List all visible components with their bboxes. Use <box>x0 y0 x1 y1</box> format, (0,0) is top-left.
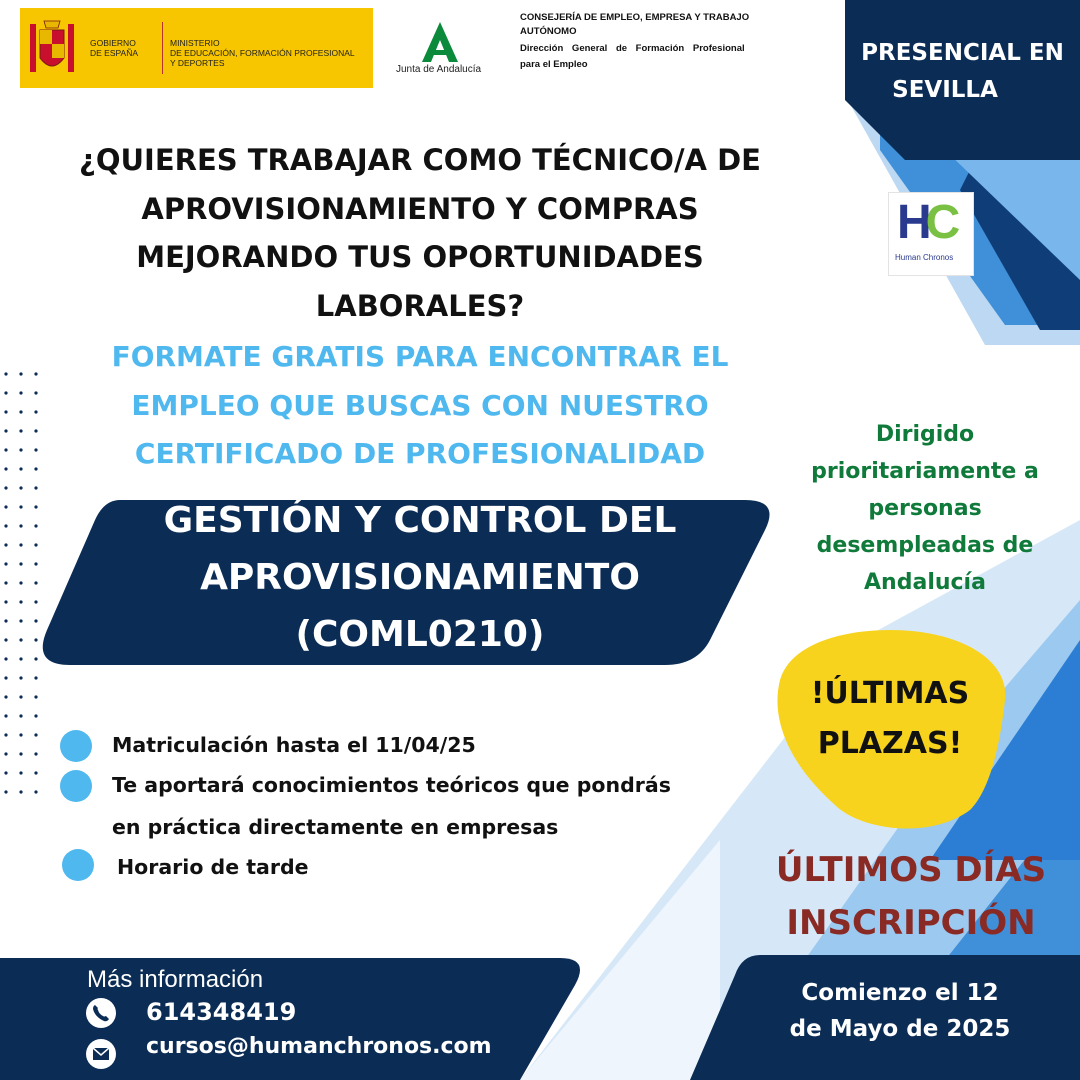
hc-initials: HC <box>897 196 955 249</box>
coat-of-arms-icon <box>26 18 78 78</box>
junta-label: Junta de Andalucía <box>396 64 482 75</box>
gov-line2: DE ESPAÑA <box>90 48 139 58</box>
audience-line4: desempleadas de <box>816 533 1034 558</box>
gobierno-espana-logo <box>20 8 373 88</box>
contact-phone[interactable]: 614348419 <box>146 998 297 1026</box>
dot-grid <box>4 372 37 793</box>
bullet-item-1: Matriculación hasta el 11/04/25 <box>112 733 476 757</box>
direccion-line2: para el Empleo <box>520 59 588 70</box>
last-places-line1: !ÚLTIMAS <box>810 676 970 711</box>
audience-line2: prioritariamente a <box>811 459 1039 484</box>
course-line3: (COML0210) <box>295 614 545 655</box>
audience-line1: Dirigido <box>875 422 975 447</box>
phone-icon <box>85 997 117 1029</box>
bullet-item-2-line1: Te aportará conocimientos teóricos que pondrás <box>112 773 671 797</box>
email-icon <box>85 1038 117 1070</box>
ministry-line1: MINISTERIO <box>170 38 220 48</box>
question-line1: ¿QUIERES TRABAJAR COMO TÉCNICO/A DE <box>79 143 761 177</box>
start-line2: de Mayo de 2025 <box>789 1016 1011 1042</box>
gov-line1: GOBIERNO <box>90 38 136 48</box>
question-line2: APROVISIONAMIENTO Y COMPRAS <box>141 192 699 226</box>
human-chronos-logo <box>888 192 974 276</box>
hc-name: Human Chronos <box>895 253 954 262</box>
offer-line1: FORMATE GRATIS PARA ENCONTRAR EL <box>111 340 729 373</box>
question-line4: LABORALES? <box>315 289 525 323</box>
offer-line3: CERTIFICADO DE PROFESIONALIDAD <box>134 437 706 470</box>
direccion-line1: Dirección General de Formación Profesional <box>520 43 745 54</box>
contact-title: Más información <box>87 966 264 993</box>
bullet-dot-3 <box>62 849 94 881</box>
badge-line2: SEVILLA <box>892 77 998 103</box>
bullet-dot-1 <box>60 730 92 762</box>
junta-andalucia-logo-icon <box>418 20 462 64</box>
gov-divider <box>162 22 163 74</box>
consejeria-line2: AUTÓNOMO <box>520 26 577 37</box>
course-line1: GESTIÓN Y CONTROL DEL <box>163 500 677 541</box>
contact-email[interactable]: cursos@humanchronos.com <box>146 1034 492 1059</box>
course-line2: APROVISIONAMIENTO <box>200 557 640 598</box>
last-days-line1: ÚLTIMOS DÍAS <box>775 850 1047 890</box>
last-days-line2: INSCRIPCIÓN <box>786 903 1036 943</box>
last-places-line2: PLAZAS! <box>817 726 963 761</box>
start-line1: Comienzo el 12 <box>801 980 999 1006</box>
question-line3: MEJORANDO TUS OPORTUNIDADES <box>136 240 704 274</box>
ministry-line3: Y DEPORTES <box>170 58 225 68</box>
audience-line5: Andalucía <box>864 570 986 595</box>
offer-line2: EMPLEO QUE BUSCAS CON NUESTRO <box>131 389 709 422</box>
bullet-dot-2 <box>60 770 92 802</box>
badge-line1: PRESENCIAL EN <box>861 40 1064 66</box>
ministry-line2: DE EDUCACIÓN, FORMACIÓN PROFESIONAL <box>170 48 355 58</box>
bullet-item-3: Horario de tarde <box>117 855 309 879</box>
bullet-item-2-line2: en práctica directamente en empresas <box>112 815 559 839</box>
consejeria-line1: CONSEJERÍA DE EMPLEO, EMPRESA Y TRABAJO <box>520 12 750 23</box>
audience-line3: personas <box>868 496 982 521</box>
